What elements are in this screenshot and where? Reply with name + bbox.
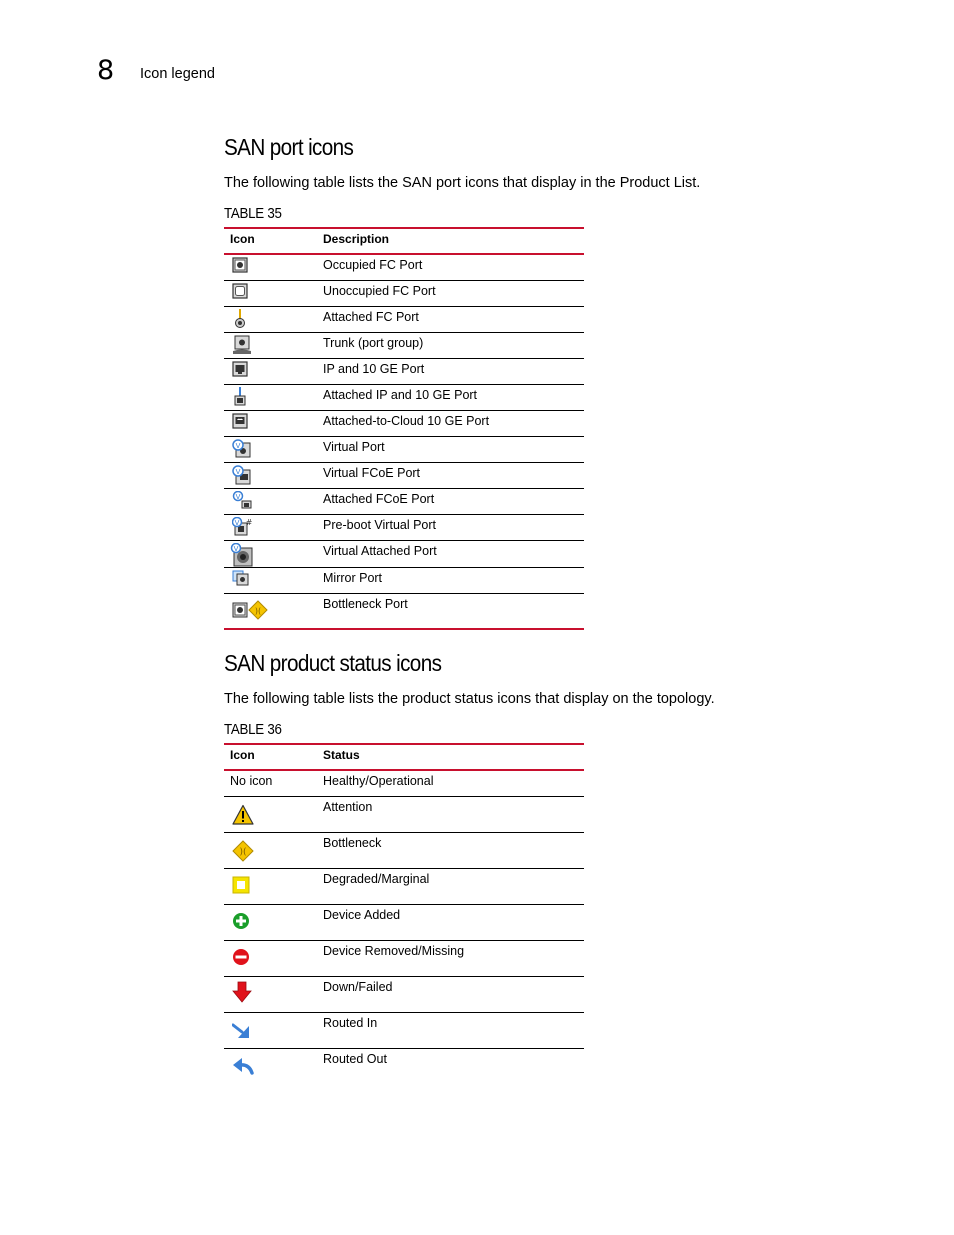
row-description: Virtual FCoE Port xyxy=(317,462,584,488)
no-icon-text: No icon xyxy=(224,770,317,796)
table-35-label: TABLE 35 xyxy=(224,206,282,222)
table-row xyxy=(224,868,584,904)
svg-text:V: V xyxy=(235,492,241,501)
device-added-plus-icon xyxy=(232,912,250,930)
row-description: Attached IP and 10 GE Port xyxy=(317,384,584,410)
row-description: Unoccupied FC Port xyxy=(317,280,584,306)
table-header-row xyxy=(224,228,584,254)
row-description: Occupied FC Port xyxy=(317,254,584,280)
table-row xyxy=(224,1048,584,1084)
table-header-row xyxy=(224,744,584,770)
routed-in-arrow-icon xyxy=(232,1022,252,1040)
row-status: Healthy/Operational xyxy=(317,770,584,796)
san-port-icons-table xyxy=(224,227,584,630)
row-description: IP and 10 GE Port xyxy=(317,358,584,384)
row-status: Degraded/Marginal xyxy=(317,868,584,904)
table-row xyxy=(224,462,584,488)
trunk-port-group-icon xyxy=(232,335,252,355)
attention-warning-icon xyxy=(232,804,254,826)
table-row xyxy=(224,306,584,332)
table-row xyxy=(224,770,584,796)
mirror-port-icon xyxy=(232,570,250,586)
attached-fc-port-icon xyxy=(232,309,248,329)
unoccupied-fc-port-icon xyxy=(232,283,248,299)
svg-text:V: V xyxy=(233,544,239,553)
bottleneck-diamond-icon xyxy=(232,840,254,862)
row-status: Down/Failed xyxy=(317,976,584,1012)
row-description: Trunk (port group) xyxy=(317,332,584,358)
table-row xyxy=(224,593,584,629)
table-row xyxy=(224,488,584,514)
row-description: Mirror Port xyxy=(317,567,584,593)
down-failed-arrow-icon xyxy=(232,981,252,1003)
table-row xyxy=(224,540,584,567)
row-status: Attention xyxy=(317,796,584,832)
row-status: Device Removed/Missing xyxy=(317,940,584,976)
table-row xyxy=(224,384,584,410)
table-row xyxy=(224,358,584,384)
bottleneck-port-icon xyxy=(232,600,270,622)
svg-text:#: # xyxy=(245,517,252,527)
column-header-status: Status xyxy=(317,744,584,770)
chapter-number: 8 xyxy=(97,55,115,86)
table-row xyxy=(224,796,584,832)
table-row xyxy=(224,514,584,540)
table-row xyxy=(224,567,584,593)
chapter-title: Icon legend xyxy=(140,66,215,82)
san-port-intro: The following table lists the SAN port icons that display in the Product List. xyxy=(224,175,701,191)
row-description: Bottleneck Port xyxy=(317,593,584,629)
san-product-heading: SAN product status icons xyxy=(224,650,442,676)
row-description: Pre-boot Virtual Port xyxy=(317,514,584,540)
attached-ip-10ge-port-icon xyxy=(232,387,248,407)
table-row xyxy=(224,976,584,1012)
virtual-port-icon xyxy=(232,439,252,459)
row-status: Routed In xyxy=(317,1012,584,1048)
virtual-attached-port-icon xyxy=(230,543,254,567)
column-header-description: Description xyxy=(317,228,584,254)
row-description: Attached FC Port xyxy=(317,306,584,332)
attached-fcoe-port-icon xyxy=(232,491,252,511)
san-port-heading: SAN port icons xyxy=(224,134,354,160)
row-status: Routed Out xyxy=(323,1051,387,1066)
table-row xyxy=(224,1012,584,1048)
svg-text:V: V xyxy=(235,441,241,450)
row-status: Bottleneck xyxy=(317,832,584,868)
svg-text:)(: )( xyxy=(239,847,247,857)
row-description: Virtual Port xyxy=(317,436,584,462)
degraded-square-icon xyxy=(232,876,250,894)
svg-text:)(: )( xyxy=(254,606,262,615)
row-status: Device Added xyxy=(317,904,584,940)
table-row xyxy=(224,904,584,940)
column-header-icon: Icon xyxy=(224,228,317,254)
occupied-fc-port-icon xyxy=(232,257,248,273)
svg-text:V: V xyxy=(234,518,240,527)
table-row xyxy=(224,940,584,976)
attached-to-cloud-10ge-port-icon xyxy=(232,413,248,429)
san-product-status-table xyxy=(224,743,584,1084)
pre-boot-virtual-port-icon xyxy=(232,517,252,537)
column-header-icon: Icon xyxy=(224,744,317,770)
row-description: Virtual Attached Port xyxy=(317,540,584,567)
svg-text:V: V xyxy=(235,467,241,476)
device-removed-minus-icon xyxy=(232,948,250,966)
table-row xyxy=(224,436,584,462)
row-description: Attached-to-Cloud 10 GE Port xyxy=(317,410,584,436)
table-row xyxy=(224,280,584,306)
ip-10ge-port-icon xyxy=(232,361,248,377)
row-description: Attached FCoE Port xyxy=(317,488,584,514)
routed-out-arrow-icon xyxy=(232,1057,254,1075)
table-row xyxy=(224,254,584,280)
san-product-intro: The following table lists the product status icons that display on the topology. xyxy=(224,691,715,707)
table-row xyxy=(224,832,584,868)
table-row xyxy=(224,410,584,436)
virtual-fcoe-port-icon xyxy=(232,465,252,485)
table-36-label: TABLE 36 xyxy=(224,722,282,738)
table-row xyxy=(224,332,584,358)
